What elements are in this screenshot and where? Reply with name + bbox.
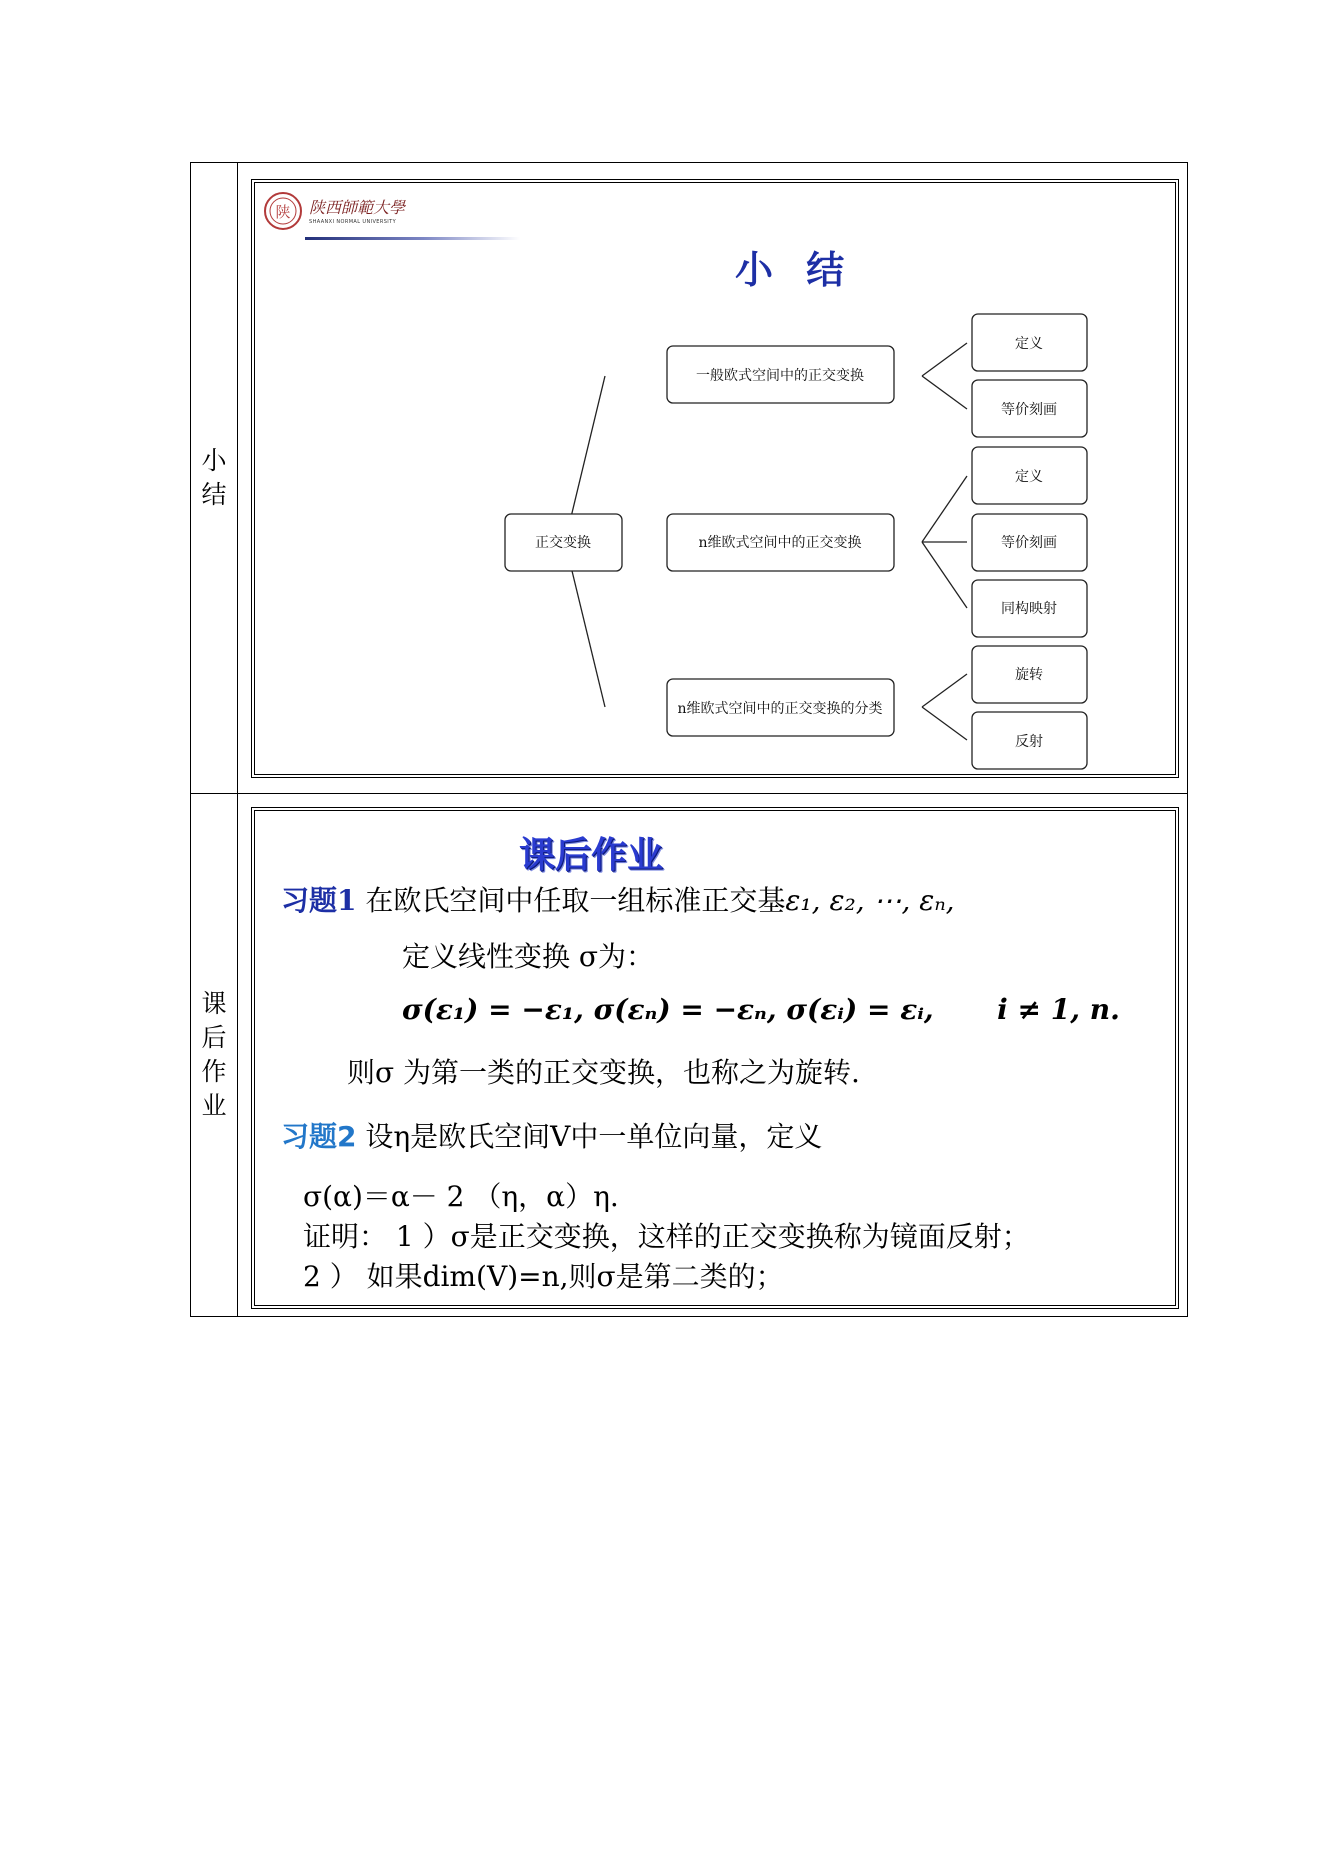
exercise-1-line-1 bbox=[281, 879, 955, 919]
connector bbox=[922, 707, 967, 740]
exercise-2-proof-2: 2 ） 如果dim(V)=n,则σ是第二类的； bbox=[303, 1260, 784, 1293]
exercise-1-basis: ε₁, ε₂, ⋯, εₙ, bbox=[785, 884, 955, 917]
svg-text:反射: 反射 bbox=[1015, 734, 1043, 750]
exercise-1-line-4: 则σ 为第一类的正交变换，也称之为旋转. bbox=[347, 1056, 860, 1089]
exercise-2-proof-1: 证明： 1 ）σ是正交变换，这样的正交变换称为镜面反射； bbox=[303, 1220, 1030, 1253]
connector bbox=[922, 343, 967, 376]
formula-condition: i ≠ 1, n. bbox=[997, 993, 1120, 1026]
svg-text:一般欧式空间中的正交变换: 一般欧式空间中的正交变换 bbox=[696, 368, 864, 384]
summary-label: 小结 bbox=[201, 446, 227, 509]
connector bbox=[922, 376, 967, 409]
formula-main: σ(ε₁) = −ε₁, σ(εₙ) = −εₙ, σ(εᵢ) = εᵢ, bbox=[402, 993, 934, 1026]
tree-leaf-2-1 bbox=[972, 447, 1087, 504]
tree-leaf-3-1 bbox=[972, 646, 1087, 703]
svg-text:定义: 定义 bbox=[1015, 469, 1043, 485]
tree-node-root bbox=[505, 514, 622, 571]
homework-label-cell bbox=[191, 794, 238, 1316]
homework-title: 课后作业 bbox=[519, 835, 664, 876]
svg-text:旋转: 旋转 bbox=[1015, 667, 1043, 683]
connector bbox=[922, 542, 967, 608]
homework-slide bbox=[251, 807, 1179, 1309]
svg-text:等价刻画: 等价刻画 bbox=[1001, 535, 1057, 551]
homework-label: 课后作业 bbox=[201, 989, 227, 1120]
university-subtitle: SHAANXI NORMAL UNIVERSITY bbox=[309, 219, 397, 225]
tree-leaf-1-1 bbox=[972, 314, 1087, 371]
summary-label-cell bbox=[191, 163, 238, 793]
summary-row bbox=[191, 163, 1187, 794]
lesson-table bbox=[190, 162, 1188, 1317]
exercise-1-text: 在欧氏空间中任取一组标准正交基 bbox=[365, 884, 786, 917]
exercise-1-formula bbox=[402, 993, 1120, 1026]
university-name: 陕西師範大學 bbox=[309, 198, 406, 217]
svg-text:n维欧式空间中的正交变换: n维欧式空间中的正交变换 bbox=[698, 535, 862, 551]
exercise-1-tag: 习题1 bbox=[281, 884, 357, 917]
svg-text:正交变换: 正交变换 bbox=[535, 535, 591, 551]
svg-text:陕: 陕 bbox=[275, 203, 291, 221]
tree-node-branch-1 bbox=[667, 346, 894, 403]
connector bbox=[922, 476, 967, 542]
tree-node-branch-2 bbox=[667, 514, 894, 571]
slide-title: 小 结 bbox=[735, 248, 855, 292]
exercise-1-line-2: 定义线性变换 σ为： bbox=[402, 940, 655, 973]
svg-text:定义: 定义 bbox=[1015, 336, 1043, 352]
summary-slide bbox=[251, 179, 1179, 778]
svg-text:等价刻画: 等价刻画 bbox=[1001, 402, 1057, 418]
tree-leaf-2-2 bbox=[972, 514, 1087, 571]
tree-leaf-3-2 bbox=[972, 712, 1087, 769]
svg-text:n维欧式空间中的正交变换的分类: n维欧式空间中的正交变换的分类 bbox=[677, 701, 883, 717]
homework-row bbox=[191, 794, 1187, 1316]
tree-leaf-1-2 bbox=[972, 380, 1087, 437]
tree-leaf-2-3 bbox=[972, 580, 1087, 637]
connector bbox=[922, 674, 967, 707]
exercise-2-tag: 习题2 bbox=[281, 1120, 357, 1153]
exercise-2-definition: σ(α)＝α－ 2 （η，α）η. bbox=[303, 1180, 619, 1213]
exercise-2-text: 设η是欧氏空间V中一单位向量，定义 bbox=[365, 1120, 823, 1153]
svg-text:同构映射: 同构映射 bbox=[1001, 601, 1057, 617]
concept-tree bbox=[255, 183, 1175, 775]
tree-node-branch-3 bbox=[667, 679, 894, 736]
exercise-2-line-1 bbox=[281, 1115, 822, 1155]
